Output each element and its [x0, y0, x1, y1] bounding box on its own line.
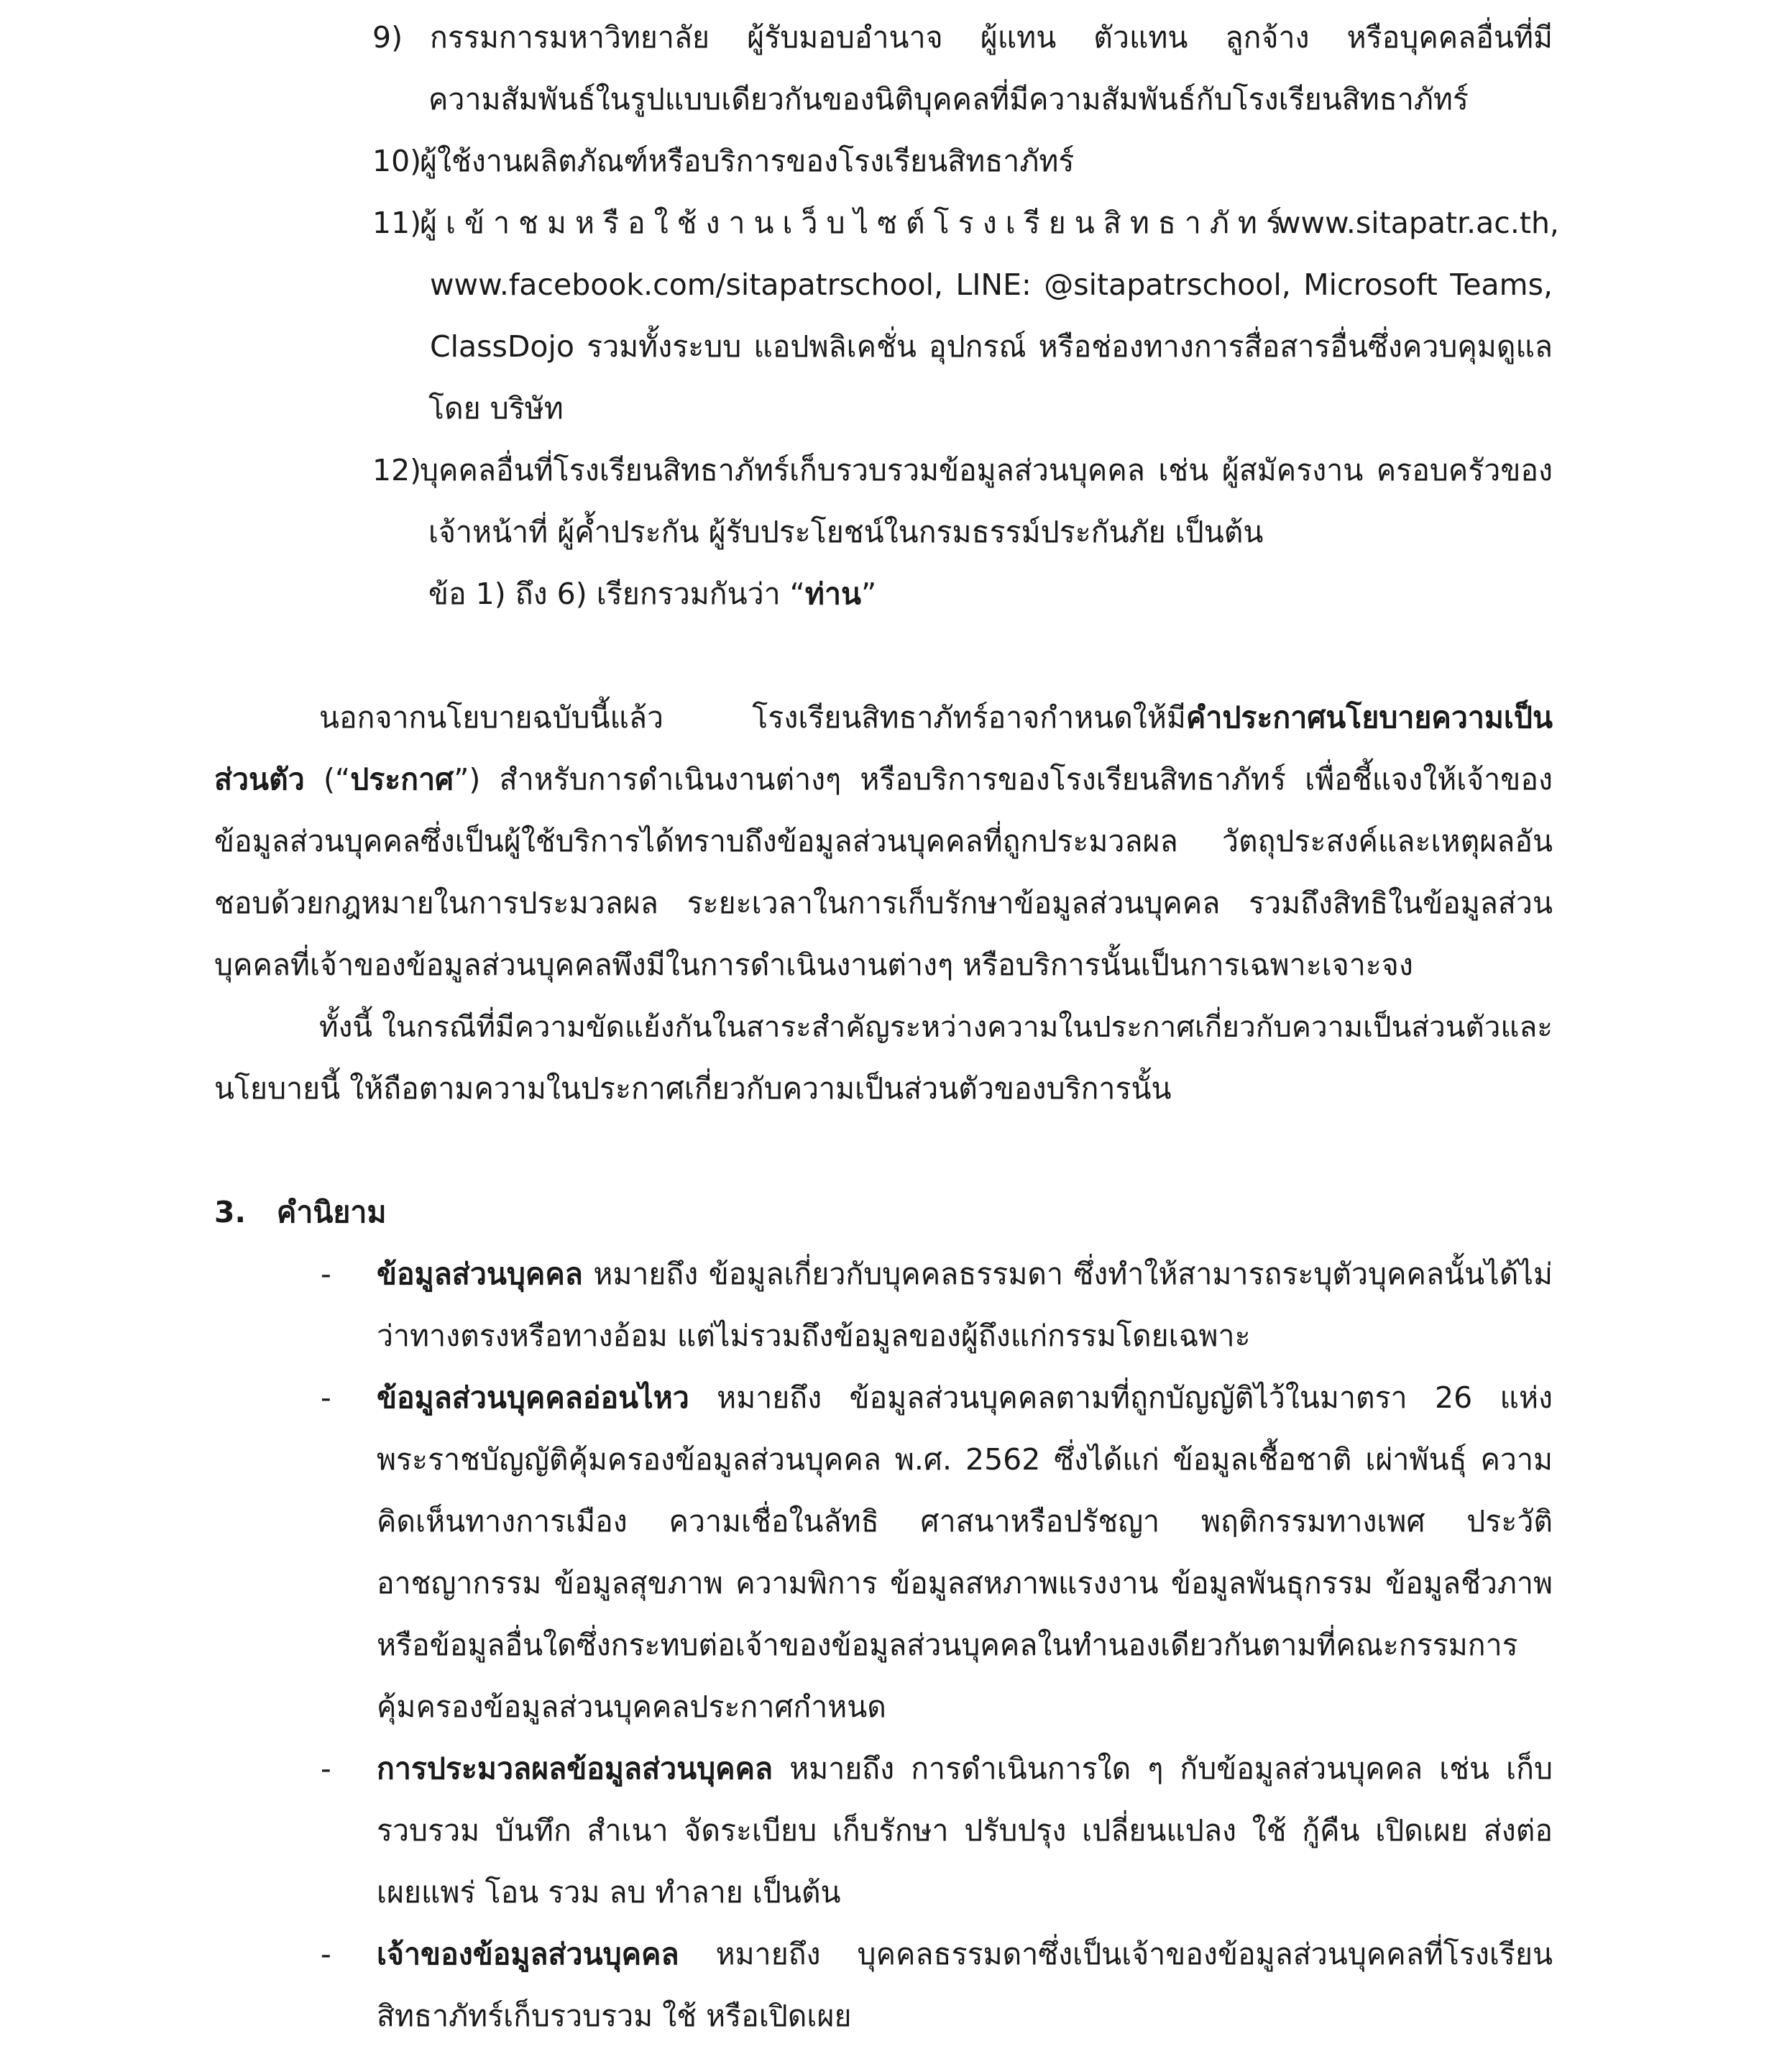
definition-line: คิดเห็นทางการเมือง ความเชื่อในลัทธิ ศาสนาหรือปรัชญา พฤติกรรมทางเพศ ประวัติ — [377, 1504, 1553, 1539]
list-item-text: ClassDojo รวมทั้งระบบ แอปพลิเคชั่น อุปกรณ์ หรือช่องทางการสื่อสารอื่นซึ่งควบคุมดูแล — [430, 329, 1553, 364]
list-number: 11) — [372, 206, 422, 240]
list-item-text: ผู้เข้าชมหรือใช้งานเว็บไซต์โรงเรียนสิทธาภัทร์ — [420, 206, 1290, 240]
definition-line: เจ้าของข้อมูลส่วนบุคคล หมายถึง บุคคลธรรมดาซึ่งเป็นเจ้าของข้อมูลส่วนบุคคลที่โรงเรียน — [377, 1937, 1553, 1971]
list-summary: ข้อ 1) ถึง 6) เรียกรวมกันว่า “ท่าน” — [428, 577, 877, 611]
definition-term: เจ้าของข้อมูลส่วนบุคคล — [377, 1937, 679, 1971]
paragraph-line: นอกจากนโยบายฉบับนี้แล้ว โรงเรียนสิทธาภัทร์อาจกำหนดให้มีคำประกาศนโยบายความเป็น — [319, 700, 1553, 735]
list-item-text: กรรมการมหาวิทยาลัย ผู้รับมอบอำนาจ ผู้แทน ตัวแทน ลูกจ้าง หรือบุคคลอื่นที่มี — [430, 20, 1553, 55]
list-number: 9) — [372, 20, 403, 55]
definition-line: พระราชบัญญัติคุ้มครองข้อมูลส่วนบุคคล พ.ศ. 2562 ซึ่งได้แก่ ข้อมูลเชื้อชาติ เผ่าพันธุ์ ความ — [377, 1442, 1553, 1477]
paragraph-line: ข้อมูลส่วนบุคคลซึ่งเป็นผู้ใช้บริการได้ทราบถึงข้อมูลส่วนบุคคลที่ถูกประมวลผล วัตถุประสงค์และเหตุผลอัน — [214, 824, 1553, 858]
term-bold: ส่วนตัว — [214, 762, 305, 797]
definition-line: อาชญากรรม ข้อมูลสุขภาพ ความพิการ ข้อมูลสหภาพแรงงาน ข้อมูลพันธุกรรม ข้อมูลชีวภาพ — [377, 1566, 1553, 1600]
paragraph-line: ส่วนตัว (“ประกาศ”) สำหรับการดำเนินงานต่างๆ หรือบริการของโรงเรียนสิทธาภัทร์ เพื่อชี้แจงให้เจ้าของ — [214, 762, 1553, 797]
bullet-dash: - — [321, 1380, 331, 1415]
definition-term: การประมวลผลข้อมูลส่วนบุคคล — [377, 1751, 773, 1786]
definition-line: การประมวลผลข้อมูลส่วนบุคคล หมายถึง การดำเนินการใด ๆ กับข้อมูลส่วนบุคคล เช่น เก็บ — [377, 1751, 1553, 1786]
definition-line: ข้อมูลส่วนบุคคล หมายถึง ข้อมูลเกี่ยวกับบุคคลธรรมดา ซึ่งทำให้สามารถระบุตัวบุคคลนั้นได้ไม่ — [377, 1257, 1553, 1291]
definition-line: ข้อมูลส่วนบุคคลอ่อนไหว หมายถึง ข้อมูลส่วนบุคคลตามที่ถูกบัญญัติไว้ในมาตรา 26 แห่ง — [377, 1380, 1553, 1415]
paragraph-line: บุคคลที่เจ้าของข้อมูลส่วนบุคคลพึงมีในการดำเนินงานต่างๆ หรือบริการนั้นเป็นการเฉพาะเจาะจง — [214, 948, 1413, 982]
definition-line: สิทธาภัทร์เก็บรวบรวม ใช้ หรือเปิดเผย — [377, 1999, 852, 2033]
definition-line: เผยแพร่ โอน รวม ลบ ทำลาย เป็นต้น — [377, 1875, 841, 1910]
list-item-text: ความสัมพันธ์ในรูปแบบเดียวกันของนิติบุคคลที่มีความสัมพันธ์กับโรงเรียนสิทธาภัทร์ — [428, 82, 1469, 116]
definition-term: ข้อมูลส่วนบุคคล — [377, 1257, 583, 1291]
list-item-text: เจ้าหน้าที่ ผู้ค้ำประกัน ผู้รับประโยชน์ในกรมธรรม์ประกันภัย เป็นต้น — [428, 515, 1264, 549]
definition-line: หรือข้อมูลอื่นใดซึ่งกระทบต่อเจ้าของข้อมูลส่วนบุคคลในทำนองเดียวกันตามที่คณะกรรมการ — [377, 1628, 1518, 1662]
definition-line: คุ้มครองข้อมูลส่วนบุคคลประกาศกำหนด — [377, 1690, 886, 1724]
list-number: 12) — [372, 453, 422, 487]
list-item-text: บุคคลอื่นที่โรงเรียนสิทธาภัทร์เก็บรวบรวมข้อมูลส่วนบุคคล เช่น ผู้สมัครงาน ครอบครัวของ — [420, 453, 1553, 487]
term-bold: ท่าน — [804, 577, 861, 611]
list-item-text: www.facebook.com/sitapatrschool, LINE: @sitapatrschool, Microsoft Teams, — [430, 267, 1553, 302]
website-link: www.sitapatr.ac.th, — [1277, 206, 1559, 240]
definition-line: ว่าทางตรงหรือทางอ้อม แต่ไม่รวมถึงข้อมูลของผู้ถึงแก่กรรมโดยเฉพาะ — [377, 1319, 1251, 1353]
term-bold: ประกาศ — [350, 762, 454, 797]
term-bold: คำประกาศนโยบายความเป็น — [1185, 700, 1553, 735]
list-item-text: ผู้ใช้งานผลิตภัณฑ์หรือบริการของโรงเรียนสิทธาภัทร์ — [420, 144, 1075, 178]
definition-term: ข้อมูลส่วนบุคคลอ่อนไหว — [377, 1380, 689, 1415]
list-item-text: โดย บริษัท — [428, 391, 564, 426]
paragraph-line: ชอบด้วยกฎหมายในการประมวลผล ระยะเวลาในการเก็บรักษาข้อมูลส่วนบุคคล รวมถึงสิทธิในข้อมูลส่วน — [214, 886, 1553, 920]
bullet-dash: - — [321, 1751, 331, 1786]
section-heading: 3. คำนิยาม — [214, 1195, 387, 1229]
paragraph-line: นโยบายนี้ ให้ถือตามความในประกาศเกี่ยวกับความเป็นส่วนตัวของบริการนั้น — [214, 1071, 1172, 1106]
definition-line: รวบรวม บันทึก สำเนา จัดระเบียบ เก็บรักษา ปรับปรุง เปลี่ยนแปลง ใช้ กู้คืน เปิดเผย ส่งต่อ — [377, 1813, 1553, 1848]
bullet-dash: - — [321, 1257, 331, 1291]
paragraph-line: ทั้งนี้ ในกรณีที่มีความขัดแย้งกันในสาระสำคัญระหว่างความในประกาศเกี่ยวกับความเป็นส่วนตัวและ — [319, 1009, 1553, 1044]
list-number: 10) — [372, 144, 422, 178]
bullet-dash: - — [321, 1937, 331, 1971]
